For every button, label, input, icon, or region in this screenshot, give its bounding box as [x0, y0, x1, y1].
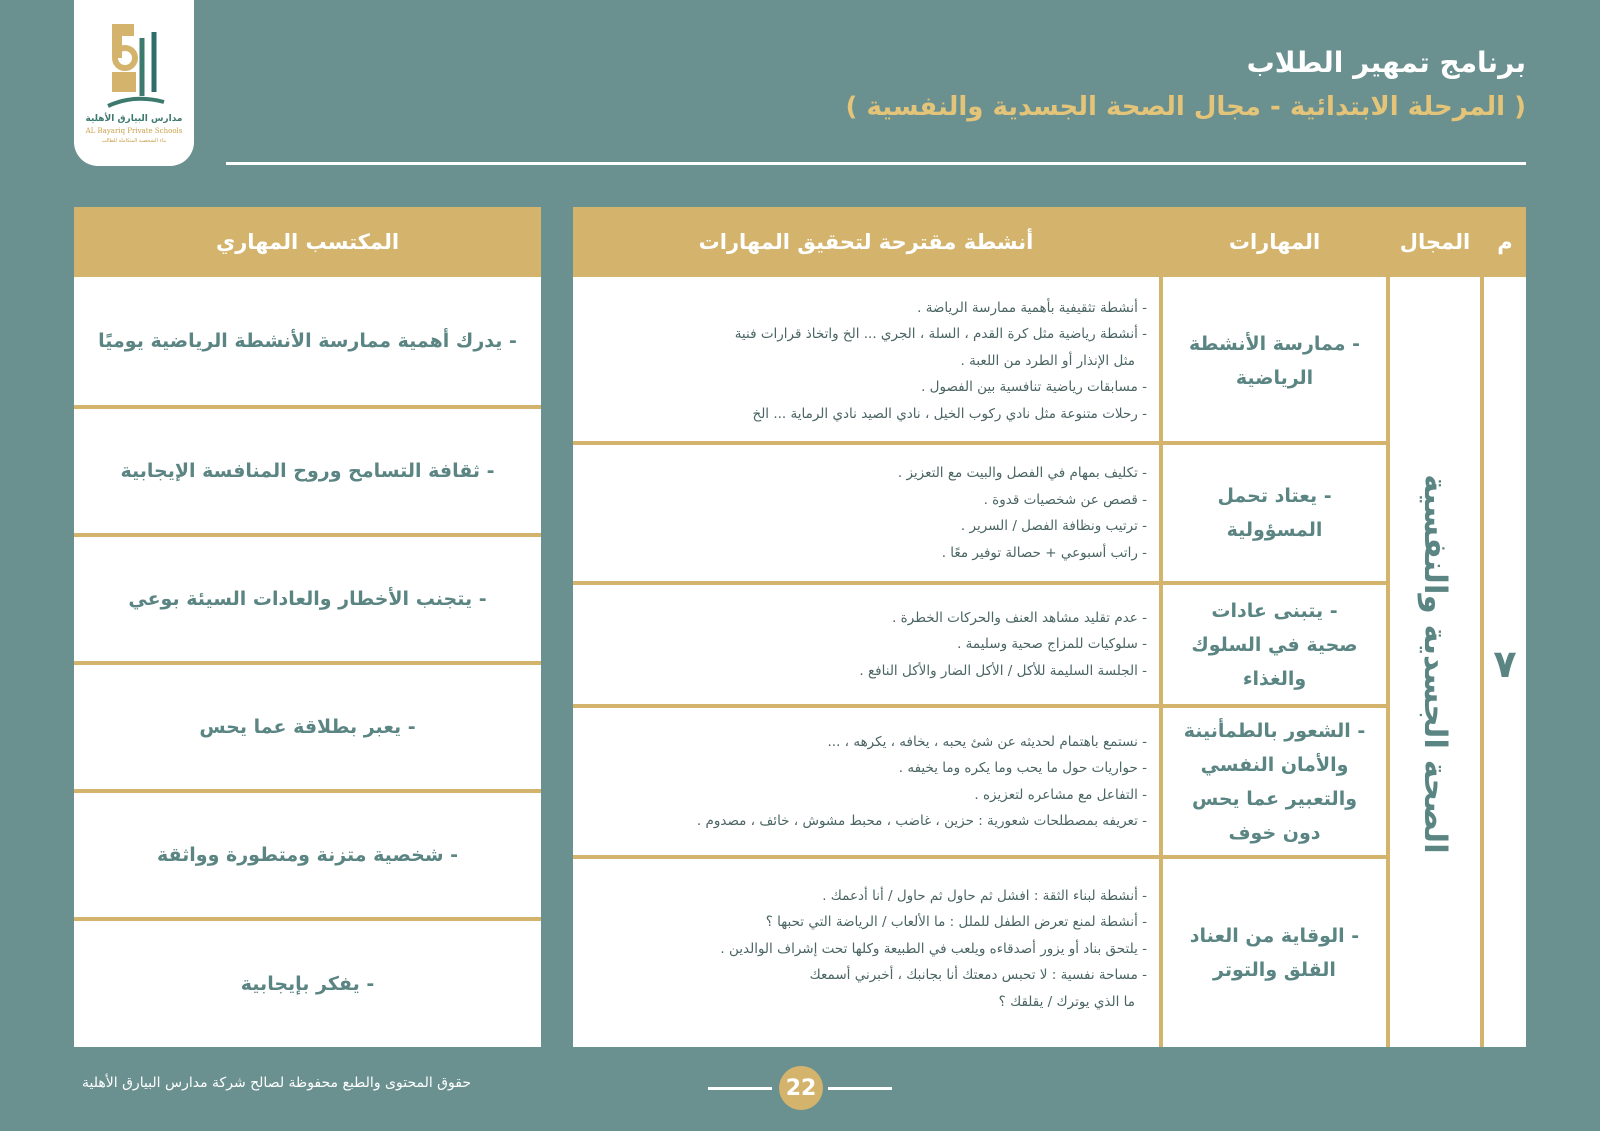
outcome-item: - يفكر بإيجابية — [240, 973, 375, 995]
skill-line: المسؤولية — [1226, 519, 1323, 541]
page-rule-left — [708, 1087, 772, 1090]
activity-line: - نستمع باهتمام لحديثه عن شئ يحبه ، يخافه ، يكرهه ، ... — [827, 733, 1147, 750]
title-divider — [226, 162, 1526, 165]
activity-line: ما الذي يوترك / يقلقك ؟ — [998, 993, 1135, 1010]
activity-line: - أنشطة لمنع تعرض الطفل للملل : ما الألعاب / الرياضة التي تحبها ؟ — [765, 914, 1147, 931]
skill-cell — [1163, 281, 1386, 441]
outcome-item: - ثقافة التسامح وروح المنافسة الإيجابية — [120, 460, 495, 482]
outcome-item: - يدرك أهمية ممارسة الأنشطة الرياضية يوميًا — [98, 330, 517, 352]
row-number: ٧ — [1493, 642, 1517, 686]
activity-line: - حواريات حول ما يحب وما يكره وما يخيفه . — [898, 760, 1147, 776]
page-rule-right — [828, 1087, 892, 1090]
skill-line: - يعتاد تحمل — [1217, 485, 1332, 507]
skill-cell — [1163, 445, 1386, 581]
outcomes-panel — [74, 207, 541, 1047]
activities-cell — [585, 708, 1147, 855]
activity-line: - أنشطة تثقيفية بأهمية ممارسة الرياضة . — [917, 299, 1147, 316]
activity-line: - تعريفه بمصطلحات شعورية : حزين ، غاضب ، محبط مشوش ، خائف ، مصدوم . — [696, 813, 1147, 829]
skill-line: الرياضية — [1235, 367, 1314, 389]
activities-cell — [585, 859, 1147, 1039]
skill-line: والأمان النفسي — [1200, 753, 1349, 776]
activity-line: - سلوكيات للمزاج صحية وسليمة . — [957, 636, 1147, 653]
skill-cell — [1163, 708, 1386, 855]
copyright-notice: حقوق المحتوى والطبع محفوظة لصالح شركة مدارس البيارق الأهلية — [82, 1075, 472, 1091]
outcome-item: - يتجنب الأخطار والعادات السيئة بوعي — [128, 588, 487, 610]
page-number: 22 — [779, 1066, 823, 1110]
activities-cell — [585, 445, 1147, 581]
header-skills: المهارات — [1228, 230, 1321, 254]
domain-label: الصحة الجسدية والنفسية — [1417, 474, 1454, 854]
activity-line: - عدم تقليد مشاهد العنف والحركات الخطرة . — [892, 609, 1147, 626]
activity-line: - أنشطة لبناء الثقة : افشل ثم حاول ثم حاول / أنا أدعمك . — [822, 887, 1147, 904]
activity-line: - يلتحق بناد أو يزور أصدقاءه ويلعب في الطبيعة وكلها تحت إشراف الوالدين . — [720, 940, 1147, 957]
activity-line: - التفاعل مع مشاعره لتعزيزه . — [974, 786, 1147, 803]
activity-line: - أنشطة رياضية مثل كرة القدم ، السلة ، الجري ... الخ واتخاذ قرارات فنية — [734, 326, 1147, 343]
header-num: م — [1497, 230, 1513, 254]
activity-line: مثل الإنذار أو الطرد من اللعبة . — [960, 352, 1135, 369]
header-domain: المجال — [1399, 230, 1471, 254]
domain-cell — [1390, 281, 1480, 1047]
skill-line: - الوقاية من العناد — [1189, 925, 1360, 947]
logo-name-ar: مدارس البيارق الأهلية — [85, 114, 183, 124]
header-outcomes: المكتسب المهاري — [74, 207, 541, 277]
skill-line: - يتبنى عادات — [1211, 599, 1338, 622]
page-subtitle: ( المرحلة الابتدائية - مجال الصحة الجسدية والنفسية ) — [845, 92, 1526, 122]
activities-cell — [585, 281, 1147, 441]
logo-tagline: بناء الشخصية المتكاملة للطالب — [101, 138, 167, 144]
skill-line: والتعبير عما يحس — [1191, 787, 1358, 810]
logo-card — [74, 0, 194, 166]
skill-cell — [1163, 585, 1386, 704]
skills-table — [573, 207, 1526, 1047]
outcome-item: - يعبر بطلاقة عما يحس — [199, 716, 416, 738]
activity-line: - تكليف بمهام في الفصل والبيت مع التعزيز . — [897, 465, 1147, 481]
outcome-item: - شخصية متزنة ومتطورة وواثقة — [156, 844, 459, 866]
activity-line: - ترتيب ونظافة الفصل / السرير . — [960, 518, 1147, 534]
activity-line: - الجلسة السليمة للأكل / الأكل الضار والأكل النافع . — [859, 662, 1147, 679]
skill-line: دون خوف — [1228, 821, 1321, 844]
activity-line: - راتب أسبوعي + حصالة توفير معًا . — [941, 544, 1147, 561]
header-activities: أنشطة مقترحة لتحقيق المهارات — [698, 230, 1034, 254]
skill-cell — [1163, 859, 1386, 1047]
school-logo-icon — [98, 14, 170, 110]
skill-line: القلق والتوتر — [1213, 959, 1336, 981]
skill-line: والغذاء — [1242, 667, 1307, 690]
logo-name-en: AL Bayariq Private Schools — [85, 127, 183, 135]
activities-cell — [585, 585, 1147, 704]
activity-line: - قصص عن شخصيات قدوة . — [983, 491, 1147, 508]
skill-line: - الشعور بالطمأنينة — [1183, 719, 1366, 742]
activity-line: - مسابقات رياضية تنافسية بين الفصول . — [921, 379, 1147, 396]
page-title: برنامج تمهير الطلاب — [1246, 46, 1526, 79]
activity-line: - مساحة نفسية : لا تحبس دمعتك أنا بجانبك ، أخبرني أسمعك — [809, 967, 1147, 984]
skill-line: صحية في السلوك — [1191, 633, 1358, 656]
skill-line: - ممارسة الأنشطة — [1188, 333, 1361, 355]
activity-line: - رحلات متنوعة مثل نادي ركوب الخيل ، نادي الصيد نادي الرماية ... الخ — [752, 405, 1147, 422]
